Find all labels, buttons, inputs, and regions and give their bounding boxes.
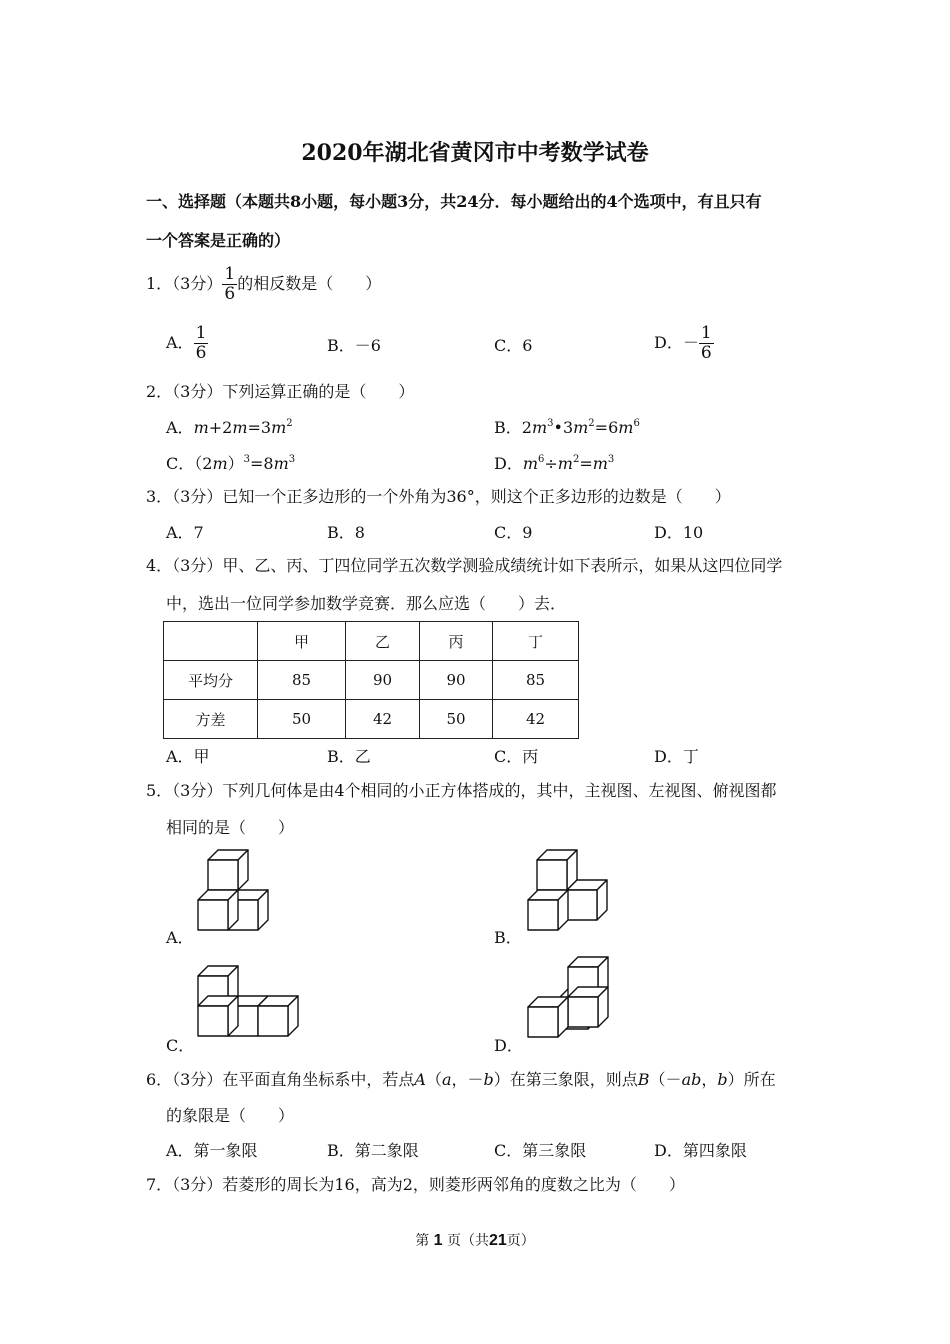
- question-2: 2．（3分）下列运算正确的是（ ）: [146, 382, 415, 401]
- question-7: 7．（3分）若菱形的周长为16，高为2，则菱形两邻角的度数之比为（ ）: [146, 1175, 685, 1194]
- table-cell: 90: [346, 661, 420, 700]
- q1-a-num: 1: [195, 323, 207, 343]
- unit-cube: [258, 996, 298, 1036]
- q1-d-label: D．－: [654, 333, 699, 352]
- q2-b-label: B．: [494, 418, 522, 437]
- cube-figure-d: [525, 955, 615, 1045]
- q1-option-a[interactable]: [166, 325, 208, 362]
- cube-figure-b: [525, 848, 615, 938]
- unit-cube: [198, 890, 238, 930]
- cube-figure-c: [195, 966, 305, 1046]
- q4-option-b[interactable]: B．乙: [327, 747, 371, 766]
- q6-text: 6．（3分）在平面直角坐标系中，若点: [146, 1070, 415, 1089]
- cube-figure-a: [195, 848, 285, 938]
- q1-option-b[interactable]: B．－6: [327, 336, 381, 355]
- question-6-line2: 的象限是（ ）: [166, 1106, 295, 1125]
- q1-option-c[interactable]: C．6: [494, 336, 533, 355]
- q6-text: ，: [701, 1070, 718, 1089]
- question-6-line1: 6．（3分）在平面直角坐标系中，若点A（a，－b）在第三象限，则点B（－ab，b）所在: [146, 1070, 776, 1089]
- q1-d-num: 1: [700, 323, 712, 343]
- page-footer: [0, 1230, 950, 1250]
- question-4-line1: 4．（3分）甲、乙、丙、丁四位同学五次数学测验成绩统计如下表所示，如果从这四位同学: [146, 556, 783, 575]
- table-cell: 丙: [420, 622, 493, 661]
- table-row: [164, 700, 579, 739]
- q1-frac-den: 6: [224, 284, 236, 304]
- q3-option-d[interactable]: D．10: [654, 523, 704, 542]
- q2-option-c[interactable]: C．$(2m)^3=8m^3$: [166, 454, 296, 473]
- q3-option-a[interactable]: A．7: [166, 523, 204, 542]
- q2-a-label: A．: [166, 418, 194, 437]
- q3-option-c[interactable]: C．9: [494, 523, 533, 542]
- question-4-line2: 中，选出一位同学参加数学竞赛．那么应选（ ）去．: [166, 594, 567, 613]
- table-cell: 50: [258, 700, 346, 739]
- table-cell: 85: [493, 661, 579, 700]
- table-cell: [164, 622, 258, 661]
- unit-cube: [528, 997, 568, 1037]
- q6-option-a[interactable]: A．第一象限: [166, 1141, 258, 1160]
- unit-cube: [198, 996, 238, 1036]
- q1-fraction: [222, 266, 237, 303]
- q4-option-a[interactable]: A．甲: [166, 747, 210, 766]
- unit-cube: [528, 890, 568, 930]
- question-1: [146, 266, 381, 303]
- score-table: [163, 621, 579, 739]
- q2-option-d[interactable]: D．$m^6\div m^2=m^3$: [494, 454, 615, 473]
- q2-option-b[interactable]: B．$2m^3•3m^2=6m^6$: [494, 418, 640, 437]
- footer-text: 页）: [506, 1233, 535, 1249]
- table-cell: 85: [258, 661, 346, 700]
- section-heading-line1: 一、选择题（本题共8小题，每小题3分，共24分．每小题给出的4个选项中，有且只有: [146, 192, 762, 211]
- q6-text: ）在第三象限，则点: [493, 1070, 638, 1089]
- table-header-row: [164, 622, 579, 661]
- table-cell: 90: [420, 661, 493, 700]
- footer-text: 第: [415, 1233, 430, 1249]
- section-heading-line2: 一个答案是正确的）: [146, 231, 291, 250]
- q6-option-d[interactable]: D．第四象限: [654, 1141, 747, 1160]
- q4-option-c[interactable]: C．丙: [494, 747, 539, 766]
- table-cell: 平均分: [164, 661, 258, 700]
- footer-page-number: 1: [433, 1232, 443, 1249]
- table-cell: 42: [493, 700, 579, 739]
- question-5-line2: 相同的是（ ）: [166, 818, 295, 837]
- q6-text: ）所在: [727, 1070, 776, 1089]
- question-3: 3．（3分）已知一个正多边形的一个外角为36°，则这个正多边形的边数是（ ）: [146, 487, 731, 506]
- q5-option-a[interactable]: A．: [166, 928, 194, 947]
- table-row: [164, 661, 579, 700]
- table-cell: 方差: [164, 700, 258, 739]
- q6-option-c[interactable]: C．第三象限: [494, 1141, 587, 1160]
- q2-c-label: C．: [166, 454, 195, 473]
- q6-text: （－: [649, 1070, 682, 1089]
- q5-option-d[interactable]: D．: [494, 1036, 523, 1055]
- page-title: 2020年湖北省黄冈市中考数学试卷: [301, 140, 649, 166]
- table-cell: 50: [420, 700, 493, 739]
- footer-total-pages: 21: [489, 1232, 507, 1249]
- unit-cube: [537, 850, 577, 890]
- question-5-line1: 5．（3分）下列几何体是由4个相同的小正方体搭成的，其中，主视图、左视图、俯视图都: [146, 781, 777, 800]
- unit-cube: [568, 987, 608, 1027]
- unit-cube: [567, 880, 607, 920]
- footer-text: 页（共: [447, 1233, 489, 1249]
- table-cell: 乙: [346, 622, 420, 661]
- q1-a-den: 6: [195, 343, 207, 363]
- q2-option-a[interactable]: A．$m+2m=3m^2$: [166, 418, 293, 437]
- q5-option-b[interactable]: B．: [494, 928, 522, 947]
- q4-option-d[interactable]: D．丁: [654, 747, 699, 766]
- q1-prefix: 1．（3分）: [146, 274, 223, 293]
- q6-option-b[interactable]: B．第二象限: [327, 1141, 419, 1160]
- q1-suffix: 的相反数是（ ）: [237, 274, 382, 293]
- q1-a-label: A．: [166, 333, 194, 352]
- table-cell: 甲: [258, 622, 346, 661]
- q1-frac-num: 1: [224, 264, 236, 284]
- q1-option-d[interactable]: [654, 325, 714, 362]
- q3-option-b[interactable]: B．8: [327, 523, 365, 542]
- q1-d-den: 6: [700, 343, 712, 363]
- q2-d-label: D．: [494, 454, 523, 473]
- unit-cube: [208, 850, 248, 890]
- q6-text: （: [425, 1070, 442, 1089]
- q5-option-c[interactable]: C．: [166, 1036, 195, 1055]
- table-cell: 42: [346, 700, 420, 739]
- q6-text: ，－: [451, 1070, 484, 1089]
- table-cell: 丁: [493, 622, 579, 661]
